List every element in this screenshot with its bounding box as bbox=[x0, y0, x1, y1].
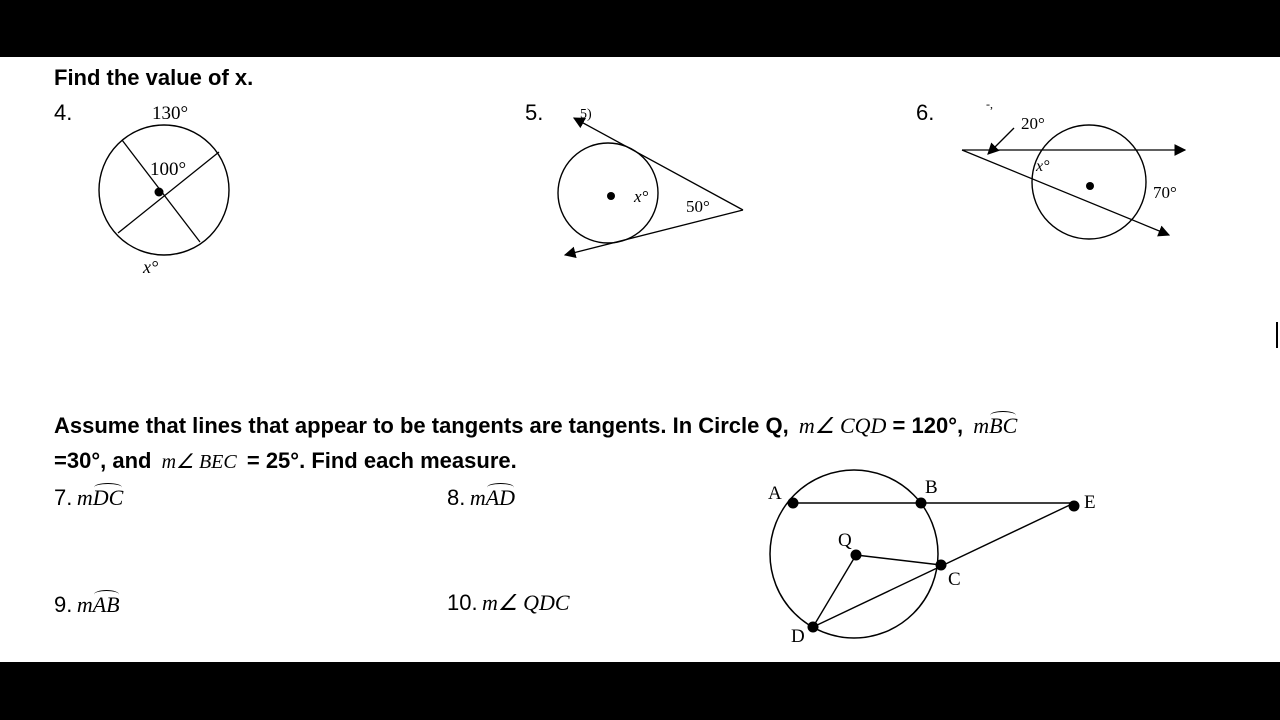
instructions-text-1: Assume that lines that appear to be tangents are tangents. In Circle Q, bbox=[54, 413, 789, 438]
question-8-m: m bbox=[469, 485, 486, 510]
p5-label-angle: 50° bbox=[686, 197, 710, 216]
question-8-measure bbox=[470, 485, 515, 510]
point-d bbox=[808, 622, 819, 633]
section-heading: Find the value of x. bbox=[54, 65, 254, 90]
p6-corner-label: -, bbox=[986, 97, 993, 111]
label-a: A bbox=[768, 483, 782, 504]
label-b: B bbox=[925, 477, 938, 498]
point-q bbox=[851, 550, 862, 561]
p6-center-point bbox=[1086, 182, 1094, 190]
label-e: E bbox=[1084, 492, 1096, 513]
point-e bbox=[1069, 501, 1080, 512]
problem-5-number: 5. bbox=[525, 100, 544, 125]
diagrams-layer bbox=[0, 57, 1280, 662]
arc-bc: BC bbox=[989, 413, 1018, 438]
question-9-measure bbox=[77, 592, 120, 617]
p5-label-x: x° bbox=[634, 187, 649, 206]
circle-q-diagram bbox=[768, 470, 1096, 647]
p6-label-x: x° bbox=[1036, 158, 1050, 175]
instructions-text-2: =30°, and bbox=[54, 448, 152, 473]
arc-bc-m: m bbox=[973, 413, 990, 438]
question-7-measure bbox=[77, 485, 123, 510]
p6-label-angle: 20° bbox=[1021, 114, 1045, 133]
p4-label-inner: 100° bbox=[150, 159, 187, 180]
instructions-line-2 bbox=[54, 448, 517, 474]
p5-corner-label: 5) bbox=[580, 107, 592, 122]
arc-ad: AD bbox=[485, 485, 516, 510]
question-10 bbox=[447, 590, 570, 616]
question-9-number: 9. bbox=[54, 592, 73, 617]
p4-circle bbox=[99, 125, 229, 255]
p4-label-x: x° bbox=[143, 257, 159, 277]
p6-secant-lower bbox=[962, 150, 1169, 235]
p4-label-top: 130° bbox=[152, 103, 189, 124]
question-8 bbox=[447, 485, 515, 511]
problem-6-diagram bbox=[962, 97, 1185, 239]
problem-5-diagram bbox=[558, 107, 743, 255]
p5-center-point bbox=[607, 192, 615, 200]
angle-cqd-value: = 120°, bbox=[892, 413, 964, 438]
question-8-number: 8. bbox=[447, 485, 466, 510]
angle-bec: m∠ BEC bbox=[161, 451, 237, 473]
question-7-number: 7. bbox=[54, 485, 73, 510]
question-7 bbox=[54, 485, 123, 511]
label-c: C bbox=[948, 569, 961, 590]
radius-qc bbox=[856, 555, 941, 565]
question-10-number: 10. bbox=[447, 590, 478, 615]
instructions-line-1 bbox=[54, 413, 1017, 439]
question-10-angle: m∠ QDC bbox=[482, 590, 570, 615]
label-d: D bbox=[791, 626, 805, 647]
worksheet-page bbox=[0, 57, 1280, 662]
question-7-m: m bbox=[76, 485, 93, 510]
instructions-text-3: = 25°. Find each measure. bbox=[246, 448, 517, 473]
question-9 bbox=[54, 592, 120, 618]
arc-bc-measure bbox=[973, 413, 1017, 438]
p4-intersection-point bbox=[155, 188, 164, 197]
problem-6-number: 6. bbox=[916, 100, 935, 125]
p6-circle bbox=[1032, 125, 1146, 239]
problem-4-diagram bbox=[99, 103, 229, 277]
angle-cqd: m∠ CQD bbox=[798, 413, 887, 438]
question-9-m: m bbox=[76, 592, 93, 617]
scroll-indicator[interactable] bbox=[1276, 322, 1278, 348]
label-q: Q bbox=[838, 530, 852, 551]
point-c bbox=[936, 560, 947, 571]
point-a bbox=[788, 498, 799, 509]
arc-ab: AB bbox=[92, 592, 120, 617]
p5-tangent-lower bbox=[565, 210, 743, 255]
arc-dc: DC bbox=[92, 485, 124, 510]
problem-4-number: 4. bbox=[54, 100, 73, 125]
point-b bbox=[916, 498, 927, 509]
p6-label-arc: 70° bbox=[1153, 183, 1177, 202]
